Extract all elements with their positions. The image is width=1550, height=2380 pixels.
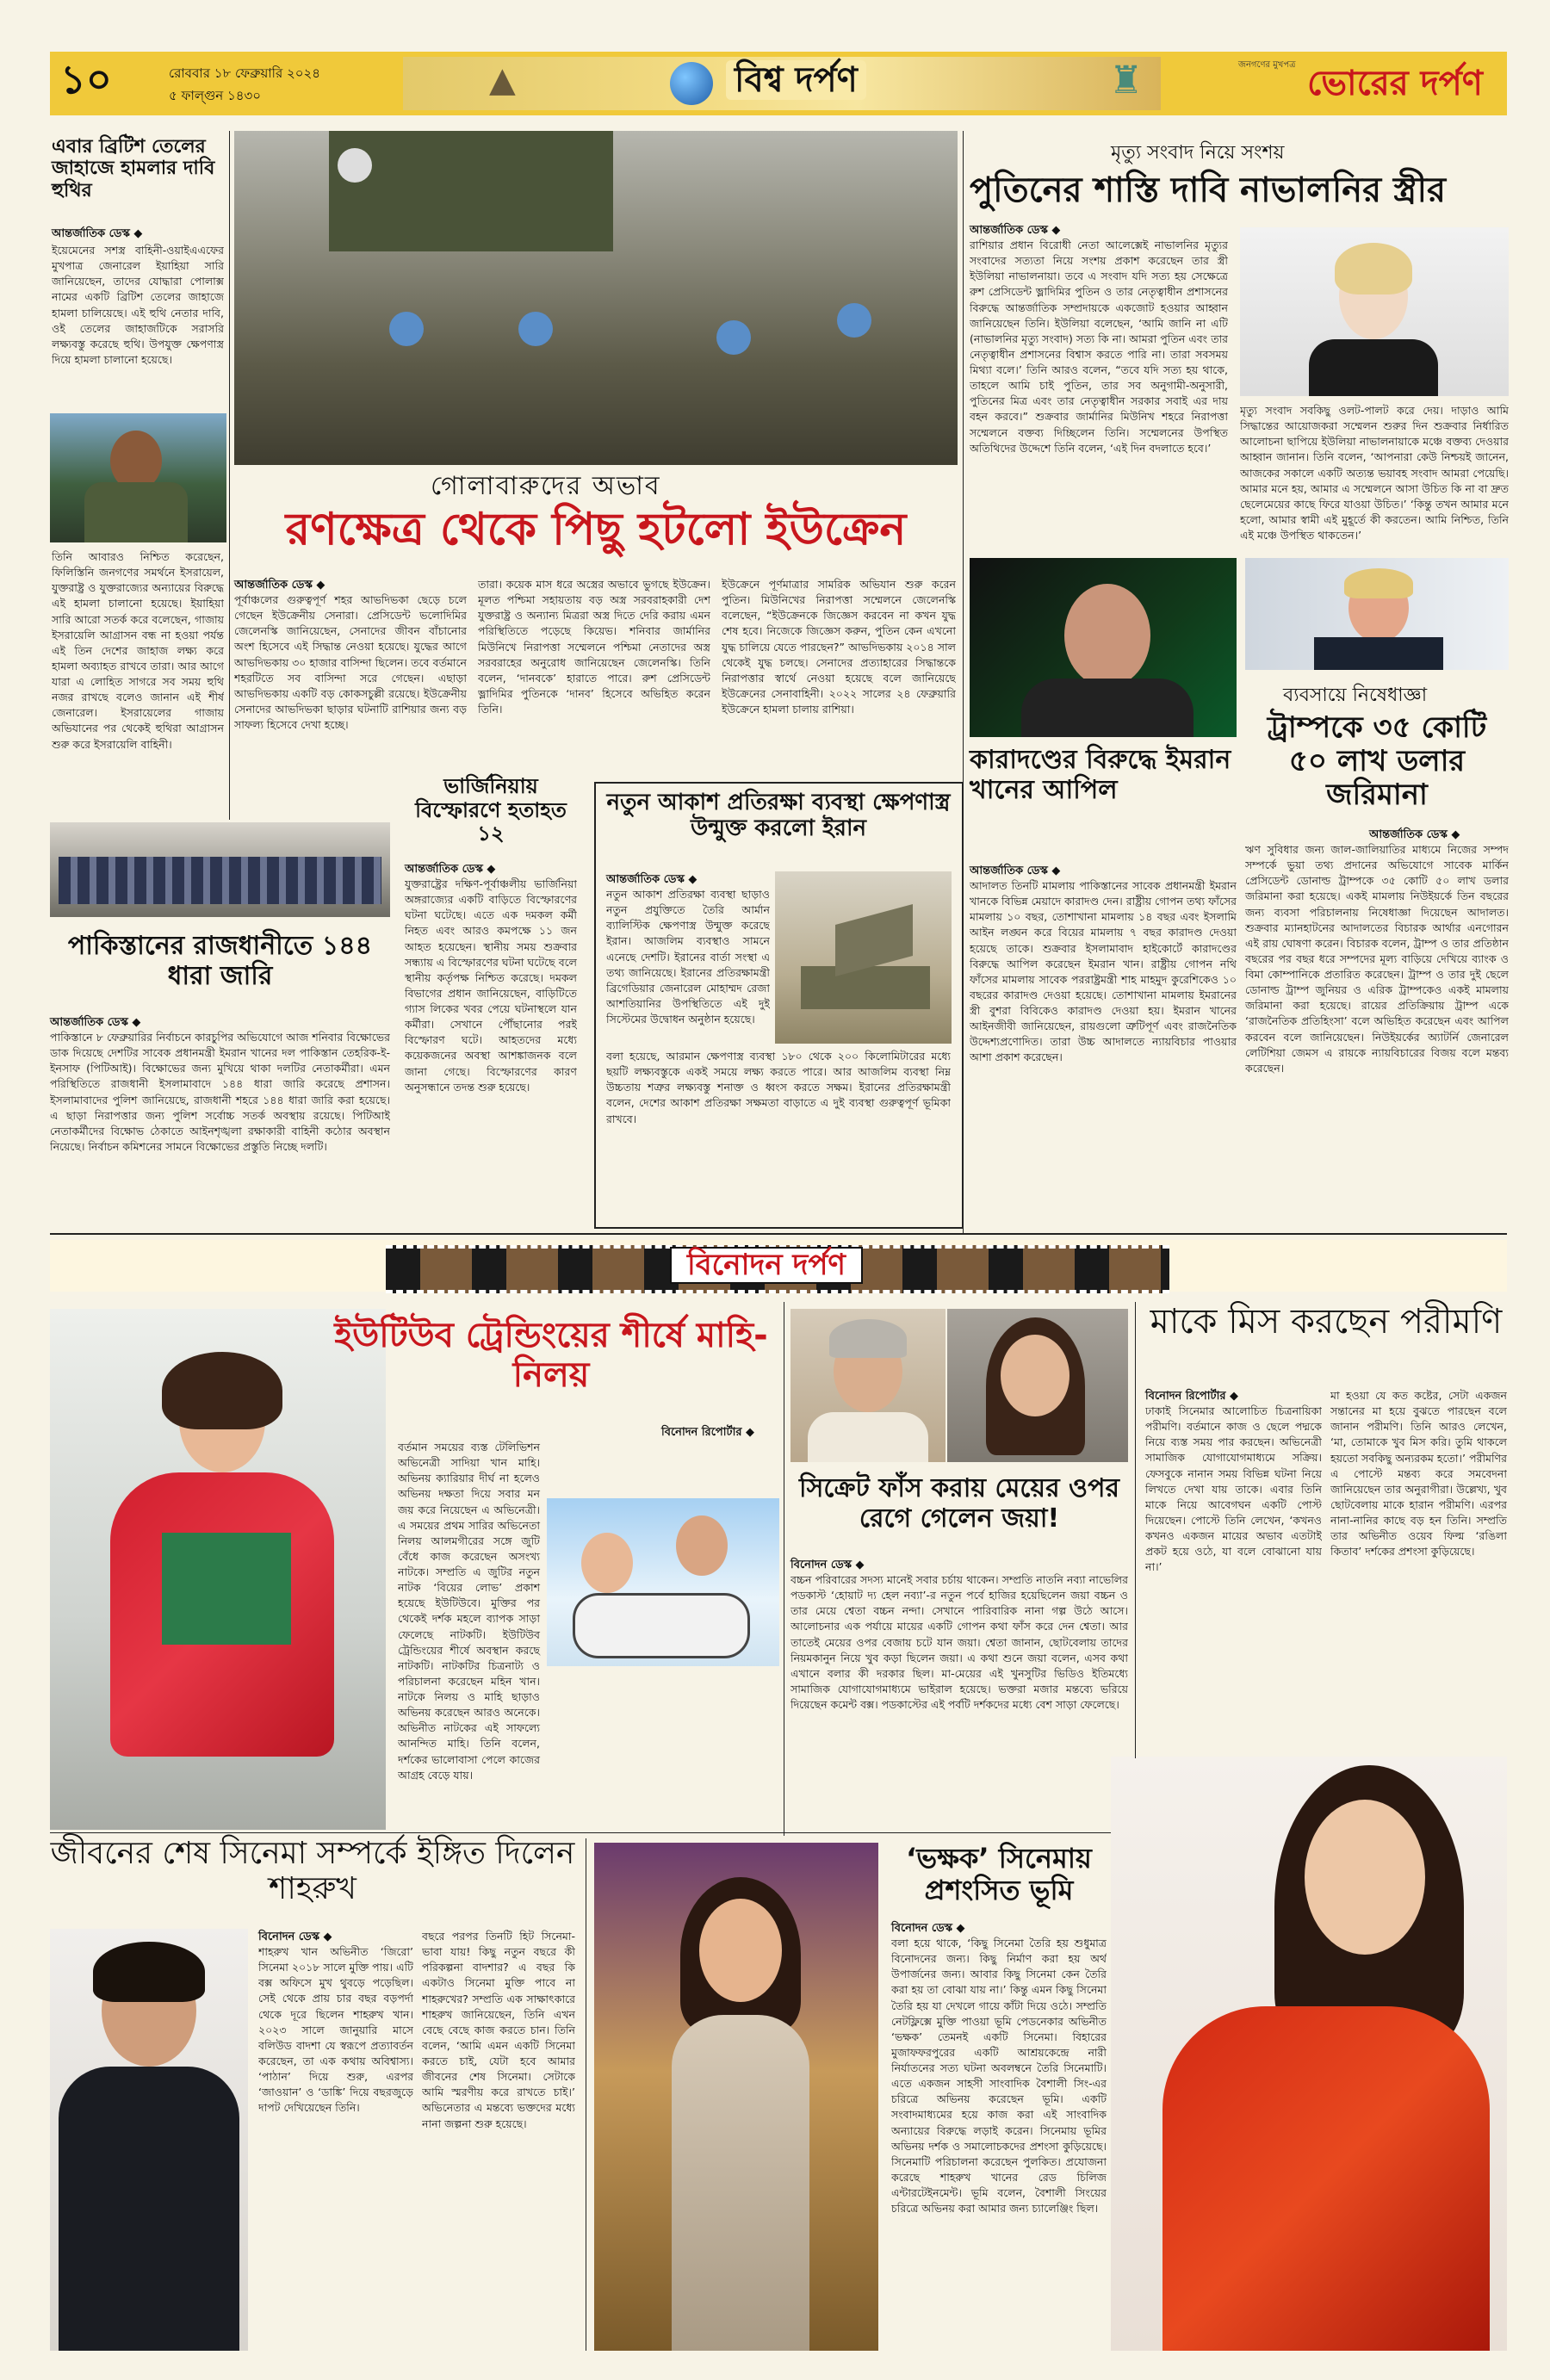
navalny-byline: আন্তর্জাতিক ডেস্ক ◆ (970, 224, 1061, 237)
trump-byline: আন্তর্জাতিক ডেস্ক ◆ (1369, 828, 1460, 841)
masthead (50, 52, 1507, 115)
column-rule (229, 131, 230, 820)
section-rule (50, 1832, 1111, 1833)
ukraine-col-3: ইউক্রেনে পূর্ণমাত্রার সামরিক অভিযান শুরু করেন পুতিন। মিউনিখের নিরাপত্তা সম্মেলনে জেলেনস্কি বলেছেন, “ইউক্রেনকে জিজ্ঞেস করবেন না কখন যুদ্ধ শেষ হবে। নিজেকে জিজ্ঞেস করুন, পুতিন কেন এখনো যুদ্ধ চালিয়ে যেতে পারছেন?” আভদিভকায় ২০১৪ সাল থেকেই যুদ্ধ চলছে। সেনাদের প্রত্যাহারের সিদ্ধান্তকে নিরাপত্তার স্বার্থে নেওয়া হয়েছে বলে জানিয়েছে ইউক্রেনের সেনাবাহিনী। ২০২২ সালের ২৪ ফেব্রুয়ারি ইউক্রেনে হামলা চালায় রাশিয়া। (722, 578, 956, 716)
globe-icon (670, 62, 713, 105)
date-line-1: রোববার ১৮ ফেব্রুয়ারি ২০২৪ (169, 65, 320, 81)
imran-byline: আন্তর্জাতিক ডেস্ক ◆ (970, 865, 1061, 877)
ukraine-col-1: পূর্বাঞ্চলের গুরুত্বপূর্ণ শহর আভদিভকা ছেড়ে চলে গেছেন ইউক্রেনীয় সেনারা। প্রেসিডেন্ট ভলোদিমির জেলেনস্কি জানিয়েছেন, সেনাদের জীবন বাঁচানোর অংশ হিসেবে এই সিদ্ধান্ত নেওয়া হয়েছে। যুদ্ধের আগে আভদিভকায় ৩০ হাজার বাসিন্দা ছিলেন। তবে বর্তমানে শহরটিতে সব বাসিন্দা সরে গেছেন। এছাড়া আভদিভকায় একটি বড় কোকসচুল্লী রয়েছে। ইউক্রেনীয় সেনাদের আভদিভকা ছাড়ার ঘটনাটি রাশিয়ার জন্য বড় সাফল্য হিসেবে দেখা হচ্ছে। (234, 593, 467, 731)
paper-tagline: জনগণের মুখপত্র (1238, 60, 1296, 70)
houthi-headline: এবার ব্রিটিশ তেলের জাহাজে হামলার দাবি হুথির (52, 136, 215, 201)
pori-body-1: ঢাকাই সিনেমার আলোচিত চিত্রনায়িকা পরীমণি। বর্তমানে কাজ ও ছেলে পদ্মকে নিয়ে ব্যস্ত সময় পার করছেন। অভিনেত্রী সামাজিক যোগাযোগমাধ্যমে সক্রিয়। ফেসবুকে নানান সময় বিভিন্ন ঘটনা নিয়ে লিখতে দেখা যায় তাকে। এবার তিনি মাকে নিয়ে আবেগঘন একটি পোস্ট দিয়েছেন। পোস্টে তিনি লেখেন, ‘কখনও কখনও একজন মায়ের অভাব এতটাই প্রকট হয়ে ওঠে, যা বলে বোঝানো যায় না।’ (1145, 1404, 1322, 1574)
date-line-2: ৫ ফাল্গুন ১৪৩০ (169, 88, 261, 103)
iran-byline: আন্তর্জাতিক ডেস্ক ◆ (606, 873, 698, 886)
iran-body-2: বলা হয়েছে, আরমান ক্ষেপণাস্ত্র ব্যবস্থা ১৮০ থেকে ২০০ কিলোমিটারের মধ্যে ছয়টি লক্ষ্যবস্তুকে একই সময়ে লক্ষ্য করতে পারে। আর আজলিম ব্যবস্থা নিম্ন উচ্চতায় শত্রুর লক্ষ্যবস্তু শনাক্ত ও ধ্বংস করতে সক্ষম। ইরানের প্রতিরক্ষামন্ত্রী বলেন, দেশের আকাশ প্রতিরক্ষা সক্ষমতা বাড়াতে এ দুই ব্যবস্থা গুরুত্বপূর্ণ ভূমিকা রাখবে। (606, 1050, 951, 1125)
shahrukh-body-1: শাহরুখ খান অভিনীত ‘জিরো’ সিনেমা ২০১৮ সালে মুক্তি পায়। এটি বক্স অফিসে মুখ থুবড়ে পড়েছিল। সেই থেকে প্রায় চার বছর বড়পর্দা থেকে দূরে ছিলেন শাহরুখ খান। ২০২৩ সালে জানুয়ারি মাসে বলিউড বাদশা যে স্বরূপে প্রত্যাবর্তন করেছেন, তা এক কথায় অবিশ্বাস্য। ‘পাঠান’ দিয়ে শুরু, এরপর ‘জাওয়ান’ ও ‘ডাঙ্কি’ দিয়ে বছরজুড়ে দাপট দেখিয়েছেন তিনি। (258, 1945, 413, 2115)
virginia-headline: ভার্জিনিয়ায় বিস্ফোরণে হতাহত ১২ (415, 774, 567, 846)
imran-body: আদালত তিনটি মামলায় পাকিস্তানের সাবেক প্রধানমন্ত্রী ইমরান খানকে বিভিন্ন মেয়াদে কারাদণ্ড দেন। রাষ্ট্রীয় গোপন তথ্য ফাঁসের মামলায় ১০ বছর, তোশাখানা মামলায় ১৪ বছর এবং ইসলামি আইন লঙ্ঘন করে বিয়ের মামলায় ৭ বছর কারাদণ্ড দেওয়া হয়েছে তাকে। শুক্রবার ইসলামাবাদ হাইকোর্টে কারাদণ্ডের বিরুদ্ধে আপিল করেছেন ইমরান খান। রাষ্ট্রীয় গোপন নথি ফাঁসের মামলায় সাবেক পররাষ্ট্রমন্ত্রী শাহ মাহমুদ কুরেশিকেও ১০ বছরের কারাদণ্ড দেওয়া হয়েছে। তোশাখানা মামলায় ইমরানের স্ত্রী বুশরা বিবিকেও কারাদণ্ড দেওয়া হয়। ইমরান খানের আইনজীবী জানিয়েছেন, রায়গুলো ত্রুটিপূর্ণ এবং রাজনৈতিক উদ্দেশ্যপ্রণোদিত। তারা উচ্চ আদালতে ন্যায়বিচার পাওয়ার আশা প্রকাশ করেছেন। (970, 879, 1237, 1064)
ukraine-headline: রণক্ষেত্র থেকে পিছু হটলো ইউক্রেন (285, 504, 907, 555)
jaya-bachchan-photo (790, 1309, 946, 1462)
shahrukh-byline: বিনোদন ডেস্ক ◆ (258, 1931, 332, 1943)
section-rule (50, 1233, 1507, 1235)
entertainment-title: বিনোদন দর্পণ (670, 1247, 863, 1284)
paper-name: ভোরের দর্পণ (1307, 64, 1483, 103)
trump-kicker: ব্যবসায়ে নিষেধাজ্ঞা (1283, 685, 1428, 706)
ukraine-col-2: তারা। কয়েক মাস ধরে অস্ত্রের অভাবে ভুগছে ইউক্রেন। মূলত পশ্চিমা সহায়তায় বড় অস্ত্র সরবরাহকারী দেশ যুক্তরাষ্ট্র ও অন্যান্য মিত্ররা অস্ত্র দিতে দেরি করায় এমন পরিস্থিতিতে পড়েছে কিয়েভ। শনিবার জার্মানির মিউনিখে নিরাপত্তা সম্মেলনে পশ্চিমা নেতাদের অস্ত্র সরবরাহের অনুরোধ জানিয়েছেন জেলেনস্কি। তিনি বলেন, ‘দানবকে’ হারাতে পারে। রুশ প্রেসিডেন্ট ভ্লাদিমির পুতিনকে ‘দানব’ হিসেবে অভিহিত করেন তিনি। (478, 578, 710, 716)
navalny-headline: পুতিনের শাস্তি দাবি নাভালনির স্ত্রীর (970, 170, 1447, 210)
iran-body-1: নতুন আকাশ প্রতিরক্ষা ব্যবস্থা ছাড়াও নতুন প্রযুক্তিতে তৈরি আর্মান ব্যালিস্টিক ক্ষেপণাস্ত্র উন্মুক্ত করেছে ইরান। আজলিম ব্যবস্থাও সামনে এনেছে দেশটি। ইরানের বার্তা সংস্থা এ তথ্য জানিয়েছে। ইরানের প্রতিরক্ষামন্ত্রী ব্রিগেডিয়ার জেনারেল মোহাম্মদ রেজা আশতিয়ানির উপস্থিতিতে এই দুই সিস্টেমের উদ্বোধন অনুষ্ঠান হয়েছে। (606, 888, 770, 1026)
iran-headline: নতুন আকাশ প্রতিরক্ষা ব্যবস্থা ক্ষেপণাস্ত্র উন্মুক্ত করলো ইরান (606, 790, 951, 841)
imran-headline: কারাদণ্ডের বিরুদ্ধে ইমরান খানের আপিল (970, 745, 1231, 805)
bhumi-byline: বিনোদন ডেস্ক ◆ (891, 1922, 965, 1935)
bhumi-pednekar-photo (594, 1843, 878, 2351)
section-title: বিশ্ব দর্পণ (726, 60, 866, 100)
mahi-body: বর্তমান সময়ের ব্যস্ত টেলিভিশন অভিনেত্রী সাদিয়া খান মাহি। অভিনয় ক্যারিয়ার দীর্ঘ না হলেও অভিনয় দক্ষতা দিয়ে সবার মন জয় করে নিয়েছেন এ অভিনেত্রী। এ সময়ের প্রথম সারির অভিনেতা নিলয় আলমগীরের সঙ্গে জুটি বেঁধে কাজ করেছেন অসংখ্য নাটকে। সম্প্রতি এ জুটির নতুন নাটক ‘বিয়ের লোভ’ প্রকাশ হয়েছে ইউটিউবে। মুক্তির পর থেকেই দর্শক মহলে ব্যাপক সাড়া ফেলেছে নাটকটি। ইউটিউব ট্রেন্ডিংয়ের শীর্ষে অবস্থান করছে নাটকটি। নাটকটির চিত্রনাট্য ও পরিচালনা করেছেন মহিন খান। নাটকে নিলয় ও মাহি ছাড়াও অভিনয় করেছেন আরও অনেকে। অভিনীত নাটকের এই সাফল্যে আনন্দিত মাহি। তিনি বলেন, দর্শকের ভালোবাসা পেলে কাজের আগ্রহ বেড়ে যায়। (398, 1441, 540, 1782)
mahi-byline: বিনোদন রিপোর্টার ◆ (661, 1426, 755, 1439)
yulia-navalnaya-photo (1240, 227, 1509, 396)
shahrukh-photo (50, 1929, 248, 2351)
pori-headline: মাকে মিস করছেন পরীমণি (1150, 1302, 1503, 1342)
trump-photo (1245, 558, 1509, 670)
navalny-body-1: রাশিয়ার প্রধান বিরোধী নেতা আলেক্সেই নাভালনির মৃত্যুর সংবাদের সত্যতা নিয়ে সংশয় প্রকাশ করেছেন তার স্ত্রী ইউলিয়া নাভালনায়া। তবে এ সংবাদ যদি সত্য হয় সেক্ষেত্রে রুশ প্রেসিডেন্ট ভ্লাদিমির পুতিন ও তার নেতৃত্বাধীন প্রশাসনের বিরুদ্ধে আন্তর্জাতিক সম্প্রদায়কে একজোট হওয়ার আহ্বান জানিয়েছেন তিনি। ইউলিয়া বলেছেন, ‘আমি জানি না এটি (নাভালনির মৃত্যু সংবাদ) সত্য কি না। আমরা পুতিন এবং তার নেতৃত্বাধীন প্রশাসনের বিশ্বাস করতে পারি না। তারা সবসময় মিথ্যা বলে।’ তিনি আরও বলেন, “তবে যদি সত্য হয় থাকে, তাহলে আমি চাই পুতিন, তার সব অনুগামী-অনুসারী, পুতিনের মিত্র এবং তার নেতৃত্বাধীন সরকার সবাই এর দায় বহন করবে।” শুক্রবার জার্মানির মিউনিখ শহরে নিরাপত্তা সম্মেলনে বক্তব্য দিচ্ছিলেন তিনি। সম্মেলনের উপস্থিত অতিথিদের উদ্দেশে তিনি বলেন, ‘এই দিন বদলাতে হবে।’ (970, 239, 1228, 455)
navalny-kicker: মৃত্যু সংবাদ নিয়ে সংশয় (1111, 142, 1285, 164)
bhumi-body: বলা হয়ে থাকে, ‘কিছু সিনেমা তৈরি হয় শুধুমাত্র বিনোদনের জন্য। কিছু নির্মাণ করা হয় অর্থ উপার্জনের জন্য। আবার কিছু সিনেমা কেন তৈরি করা হয় তা বোঝা যায় না।’ কিন্তু এমন কিছু সিনেমা তৈরি হয় যা দেখলে গায়ে কাঁটা দিয়ে ওঠে। সম্প্রতি নেটফ্লিক্সে মুক্তি পাওয়া ভূমি পেডনেকার অভিনীত ‘ভক্ষক’ তেমনই একটি সিনেমা। বিহারের মুজাফফরপুরের একটি আশ্রয়কেন্দ্রে নারী নির্যাতনের সত্য ঘটনা অবলম্বনে তৈরি সিনেমাটি। এতে একজন সাহসী সাংবাদিক বৈশালী সিং-এর চরিত্রে অভিনয় করেছেন ভূমি। একটি সংবাদমাধ্যমের হয়ে কাজ করা এই সাংবাদিক অন্যায়ের বিরুদ্ধে লড়াই করেন। সিনেমায় ভূমির অভিনয় দর্শক ও সমালোচকদের প্রশংসা কুড়িয়েছে। সিনেমাটি পরিচালনা করেছেন পুলকিত। প্রযোজনা করেছে শাহরুখ খানের রেড চিলিজ এন্টারটেইনমেন্ট। ভূমি বলেন, বৈশালী সিংয়ের চরিত্রে অভিনয় করা আমার জন্য চ্যালেঞ্জিং ছিল। (891, 1937, 1107, 2216)
trump-body: ঋণ সুবিধার জন্য জাল-জালিয়াতির মাধ্যমে নিজের সম্পদ সম্পর্কে ভুয়া তথ্য প্রদানের অভিযোগে সাবেক মার্কিন প্রেসিডেন্ট ডোনাল্ড ট্রাম্পকে ৩৫ কোটি ৫০ লাখ ডলার জরিমানা করা হয়েছে। একই মামলায় নিউইয়র্কে তিন বছরের জন্য ব্যবসা পরিচালনায় নিষেধাজ্ঞা দিয়েছেন আদালত। শুক্রবার ম্যানহাটনের আদালতের বিচারক আর্থার এনগোরন এই রায় ঘোষণা করেন। বিচারক বলেন, ট্রাম্প ও তার প্রতিষ্ঠান বছরের পর বছর ধরে সম্পদের মূল্য বাড়িয়ে দেখিয়ে ব্যাংক ও বিমা কোম্পানিকে প্রতারিত করেছেন। ট্রাম্প ও তার দুই ছেলে ডোনাল্ড ট্রাম্প জুনিয়র ও এরিক ট্রাম্পকেও একই মামলায় জরিমানা করা হয়েছে। রায়ের প্রতিক্রিয়ায় ট্রাম্প একে ‘রাজনৈতিক প্রতিহিংসা’ বলে অভিহিত করেছেন এবং আপিল করবেন বলে জানিয়েছেন। নিউইয়র্কের অ্যাটর্নি জেনারেল লেটিশিয়া জেমস এ রায়কে ন্যায়বিচারের বিজয় বলে মন্তব্য করেছেন। (1245, 843, 1509, 1075)
navalny-body-2: মৃত্যু সংবাদ সবকিছু ওলট-পালট করে দেয়। দাড়াও আমি সিদ্ধান্তের আয়োজকরা সম্মেলন শুরুর দিন শুক্রবার নির্ধারিত আলোচনা ছাপিয়ে ইউলিয়া নাভালনায়াকে মঞ্চে বক্তব্য দেওয়ার আহ্বান জানান। তিনি বলেন, ‘আপনারা কেউ নিশ্চয়ই জানেন, আজকের সকালে একটি অত্যন্ত ভয়াবহ সংবাদ আমরা পেয়েছি। আমার মনে হয়, আমার এ সম্মেলনে আসা উচিত কি না বা দ্রুত ছেলেমেয়ের কাছে ফিরে যাওয়া উচিত।’ ‘কিন্তু তখন আমার মনে হলো, আমার স্বামী এই মুহূর্তে কী করতেন। আমি নিশ্চিত, তিনি এই মঞ্চে উপস্থিত থাকতেন।’ (1240, 404, 1509, 542)
statue-of-liberty-icon: ♜ (1109, 59, 1144, 102)
column-rule (963, 131, 964, 1233)
ukraine-byline: আন্তর্জাতিক ডেস্ক ◆ (234, 579, 326, 592)
pori-body-2: মা হওয়া যে কত কষ্টের, সেটা একজন সন্তানের মা হয়ে বুঝতে পারছেন বলে জানান পরীমণি। তিনি আরও লেখেন, ‘মা, তোমাকে খুব মিস করি। তুমি থাকলে হয়তো সবকিছু অন্যরকম হতো।’ পরীমণির এ পোস্টে মন্তব্য করে সমবেদনা জানিয়েছেন তার অনুরাগীরা। উল্লেখ্য, খুব ছোটবেলায় মাকে হারান পরীমণি। এরপর নানা-নানির কাছে বড় হন তিনি। সম্প্রতি তার অভিনীত ওয়েব ফিল্ম ‘রঙিলা কিতাব’ দর্শকের প্রশংসা কুড়িয়েছে। (1330, 1389, 1507, 1559)
pakistan-headline: পাকিস্তানের রাজধানীতে ১৪৪ ধারা জারি (67, 931, 373, 991)
houthi-body-1: ইয়েমেনের সশস্ত্র বাহিনী-ওয়াইএএফের মুখপাত্র জেনারেল ইয়াহিয়া সারি জানিয়েছেন, তাদের যোদ্ধারা পোলাক্স নামের একটি ব্রিটিশ তেলের জাহাজে হামলা চালিয়েছে। এই হুথি নেতার দাবি, ওই তেলের জাহাজটিকে সরাসরি লক্ষ্যবস্তু করেছে হুথি। উপযুক্ত ক্ষেপণাস্ত্র দিয়ে হামলা চালানো হয়েছে। (52, 244, 224, 366)
page-number: ১০ (60, 56, 112, 102)
porimoni-photo (1111, 1757, 1507, 2351)
iran-missile-system-photo (775, 871, 952, 1044)
virginia-byline: আন্তর্জাতিক ডেস্ক ◆ (405, 863, 496, 876)
shahrukh-headline: জীবনের শেষ সিনেমা সম্পর্কে ইঙ্গিত দিলেন শাহরুখ (50, 1836, 575, 1907)
houthi-byline: আন্তর্জাতিক ডেস্ক ◆ (52, 227, 143, 240)
islamabad-police-photo (50, 822, 390, 917)
ukraine-soldiers-photo (234, 131, 958, 465)
bhumi-headline: ‘ভক্ষক’ সিনেমায় প্রশংসিত ভূমি (906, 1842, 1092, 1906)
virginia-body: যুক্তরাষ্ট্রের দক্ষিণ-পূর্বাঞ্চলীয় ভার্জিনিয়া অঙ্গরাজ্যের একটি বাড়িতে বিস্ফোরণের ঘটনা ঘটেছে। এতে এক দমকল কর্মী নিহত এবং আরও কমপক্ষে ১১ জন আহত হয়েছেন। স্থানীয় সময় শুক্রবার সন্ধ্যায় এ বিস্ফোরণের ঘটনা ঘটেছে বলে স্থানীয় কর্তৃপক্ষ নিশ্চিত করেছে। দমকল বিভাগের প্রধান জানিয়েছেন, বাড়িটিতে গ্যাস লিকের খবর পেয়ে ঘটনাস্থলে যান কর্মীরা। সেখানে পৌঁছানোর পরই বিস্ফোরণ ঘটে। আহতদের মধ্যে কয়েকজনের অবস্থা আশঙ্কাজনক বলে জানা গেছে। বিস্ফোরণের কারণ অনুসন্ধানে তদন্ত শুরু হয়েছে। (405, 877, 577, 1094)
pori-byline: বিনোদন রিপোর্টার ◆ (1145, 1390, 1239, 1403)
mahi-headline: ইউটিউব ট্রেন্ডিংয়ের শীর্ষে মাহি-নিলয় (334, 1316, 768, 1395)
imran-khan-photo (970, 558, 1237, 737)
eiffel-tower-icon: ▲ (489, 60, 516, 100)
trump-headline: ট্রাম্পকে ৩৫ কোটি ৫০ লাখ ডলার জরিমানা (1267, 710, 1487, 813)
shahrukh-body-2: বছরে পরপর তিনটি হিট সিনেমা-ভাবা যায়! কিছু নতুন বছরে কী পরিকল্পনা বাদশার? এ বছর কি একটাও সিনেমা মুক্তি পাবে না শাহরুখের? সম্প্রতি এক সাক্ষাৎকারে শাহরুখ জানিয়েছেন, তিনি এখন বেছে বেছে কাজ করতে চান। তিনি বলেন, ‘আমি এমন একটি সিনেমা করতে চাই, যেটা হবে আমার জীবনের শেষ সিনেমা। সেটাকে আমি স্মরণীয় করে রাখতে চাই।’ অভিনেতার এ মন্তব্যে ভক্তদের মধ্যে নানা জল্পনা শুরু হয়েছে। (422, 1930, 575, 2130)
jaya-headline: সিক্রেট ফাঁস করায় মেয়ের ওপর রেগে গেলেন জয়া! (799, 1473, 1119, 1534)
houthi-body-2: তিনি আবারও নিশ্চিত করেছেন, ফিলিস্তিনি জনগণের সমর্থনে ইসরায়েল, যুক্তরাষ্ট্র ও যুক্তরাজ্যের অন্যায়ের বিরুদ্ধে এই হামলা চালানো হয়েছে। ইয়াহিয়া সারি আরো সতর্ক করে বলেছেন, গাজায় ইসরায়েলি আগ্রাসন বন্ধ না হওয়া পর্যন্ত এই তিন দেশের জাহাজ লক্ষ্য করে হামলা অব্যাহত রাখবে তারা। আর আগে যারা এ লোহিত সাগরে সব সময় হুথি নজর রাখছে বলেও জানান এই শীর্ষ জেনারেল। ইসরায়েলের গাজায় অভিযানের পর থেকেই হুথিরা আগ্রাসন শুরু করে ইসরায়েলি বাহিনী। (52, 550, 224, 751)
column-rule (1135, 1302, 1136, 1758)
houthi-spokesman-photo (50, 413, 226, 542)
shweta-bachchan-photo (947, 1309, 1128, 1462)
ukraine-kicker: গোলাবারুদের অভাব (431, 471, 661, 501)
entertainment-banner (50, 1240, 1507, 1292)
pakistan-byline: আন্তর্জাতিক ডেস্ক ◆ (50, 1016, 141, 1029)
jaya-body: বচ্চন পরিবারের সদস্য মানেই সবার চর্চায় থাকেন। সম্প্রতি নাতনি নব্যা নাভেলির পডকাস্ট ‘হোয়াট দ্য হেল নব্যা’-র নতুন পর্বে হাজির হয়েছিলেন জয়া বচ্চন ও তার মেয়ে শ্বেতা বচ্চন নন্দা। সেখানে পারিবারিক নানা গল্প উঠে আসে। আলোচনার এক পর্যায়ে মায়ের একটি গোপন কথা ফাঁস করে দেন শ্বেতা। আর তাতেই মেয়ের ওপর বেজায় চটে যান জয়া। শ্বেতা জানান, ছোটবেলায় তাদের নিয়মকানুন নিয়ে খুব কড়া ছিলেন জয়া। এ কথা শুনে জয়া বলেন, এসব কথা এখানে বলার কী দরকার ছিল। মা-মেয়ের এই খুনসুটির ভিডিও ইতিমধ্যে সামাজিক যোগাযোগমাধ্যমে ভাইরাল হয়েছে। ভক্তরা মজার মন্তব্যে ভরিয়ে দিয়েছেন কমেন্ট বক্স। পডকাস্টের এই পর্বটি দর্শকদের মধ্যে বেশ সাড়া ফেলেছে। (790, 1573, 1128, 1711)
pakistan-body: পাকিস্তানে ৮ ফেব্রুয়ারির নির্বাচনে কারচুপির অভিযোগে আজ শনিবার বিক্ষোভের ডাক দিয়েছে দেশটির সাবেক প্রধানমন্ত্রী ইমরান খানের দল পাকিস্তান তেহরিক-ই-ইনসাফ (পিটিআই)। বিক্ষোভের জন্য মুখিয়ে থাকা দলটির নেতাকর্মীরা। এমন পরিস্থিতিতে রাজধানী ইসলামাবাদে ১৪৪ ধারা জারি করেছে প্রশাসন। ইসলামাবাদের পুলিশ জানিয়েছে, রাজধানী শহরে ১৪৪ ধারা জারি করা হয়েছে। এ ছাড়া নিরাপত্তার জন্য পুলিশ সর্বোচ্চ সতর্ক অবস্থায় রয়েছে। পিটিআই নেতাকর্মীদের বিক্ষোভ ঠেকাতে আইনশৃঙ্খলা রক্ষাকারী বাহিনী কঠোর অবস্থান নিয়েছে। নির্বাচন কমিশনের সামনে বিক্ষোভের প্রস্তুতি নিচ্ছে দলটি। (50, 1031, 390, 1153)
jaya-byline: বিনোদন ডেস্ক ◆ (790, 1559, 865, 1571)
